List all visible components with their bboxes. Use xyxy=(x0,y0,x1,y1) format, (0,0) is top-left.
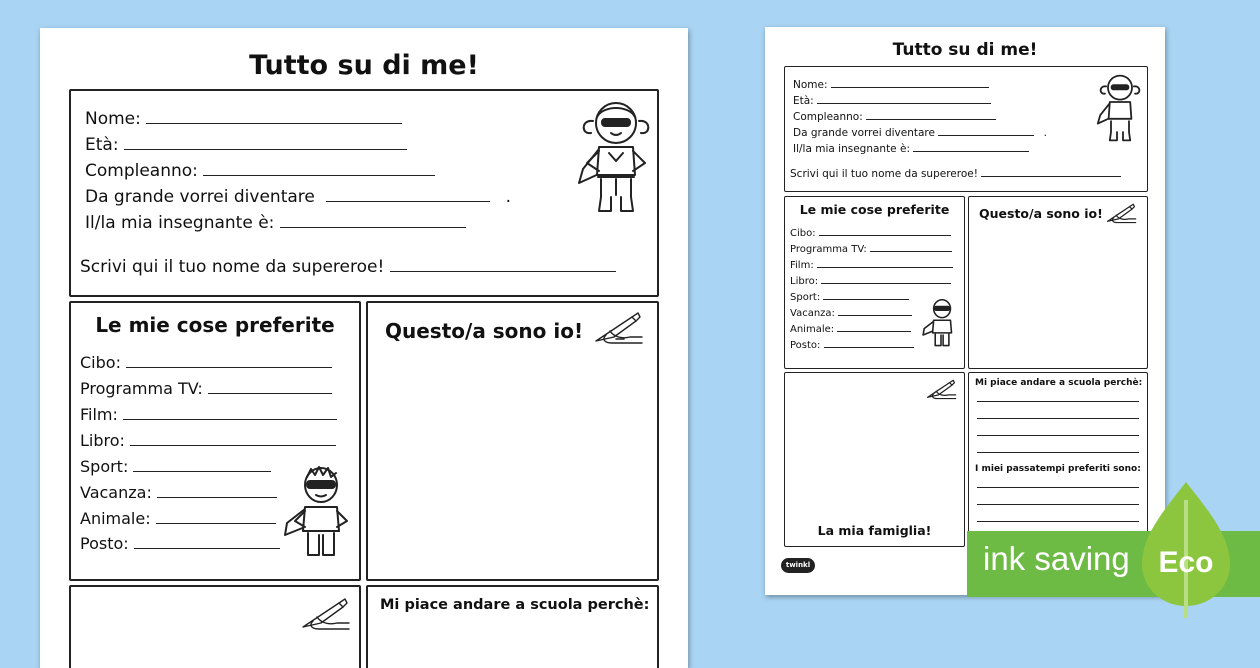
twinkl-logo: twinkl xyxy=(781,558,815,573)
school-title-small: Mi piace andare a scuola perchè: xyxy=(975,378,1143,388)
fav-animale: Animale: xyxy=(80,509,276,528)
family-box-small xyxy=(784,372,965,547)
writing-hand-icon xyxy=(925,379,957,401)
field-insegnante-small: Il/la mia insegnante è: xyxy=(793,143,1029,155)
writing-hand-icon xyxy=(299,597,351,633)
worksheet-small xyxy=(765,27,1165,595)
superhero-girl-icon xyxy=(571,97,661,217)
this-is-me-box-small xyxy=(968,196,1148,369)
field-diventare-small: Da grande vorrei diventare . xyxy=(793,127,1048,139)
fav-film-small: Film: xyxy=(790,260,953,271)
field-eta: Età: xyxy=(85,135,407,155)
family-title-small: La mia famiglia! xyxy=(817,523,932,538)
eco-label: Eco xyxy=(1158,546,1214,579)
writing-line xyxy=(977,435,1139,436)
fav-posto: Posto: xyxy=(80,534,280,553)
info-box-small xyxy=(784,66,1148,192)
field-nome-small: Nome: xyxy=(793,79,989,91)
eco-leaf-icon xyxy=(1138,480,1234,618)
favourites-title: Le mie cose preferite xyxy=(95,313,335,337)
field-nome: Nome: xyxy=(85,109,402,129)
fav-tv: Programma TV: xyxy=(80,379,332,398)
superhero-boy-icon xyxy=(281,465,357,567)
field-supereroe: Scrivi qui il tuo nome da supereroe! xyxy=(80,257,616,277)
hobbies-title-small: I miei passatempi preferiti sono: xyxy=(975,464,1141,474)
fav-sport-small: Sport: xyxy=(790,292,909,303)
writing-line xyxy=(977,418,1139,419)
fav-cibo-small: Cibo: xyxy=(790,228,951,239)
field-compleanno-small: Compleanno: xyxy=(793,111,996,123)
fav-film: Film: xyxy=(80,405,337,424)
writing-hand-icon xyxy=(592,311,644,347)
this-is-me-title: Questo/a sono io! xyxy=(385,319,584,343)
fav-posto-small: Posto: xyxy=(790,340,914,351)
writing-line xyxy=(977,452,1139,453)
writing-hand-icon xyxy=(1105,203,1137,225)
field-diventare: Da grande vorrei diventare . xyxy=(85,187,512,207)
worksheet-large xyxy=(40,28,688,668)
fav-vacanza: Vacanza: xyxy=(80,483,277,502)
fav-libro: Libro: xyxy=(80,431,336,450)
fav-libro-small: Libro: xyxy=(790,276,951,287)
field-supereroe-small: Scrivi qui il tuo nome da supereroe! xyxy=(790,168,1121,180)
fav-sport: Sport: xyxy=(80,457,271,476)
field-eta-small: Età: xyxy=(793,95,991,107)
fav-vacanza-small: Vacanza: xyxy=(790,308,912,319)
favourites-box-small xyxy=(784,196,965,369)
this-is-me-box xyxy=(366,301,659,581)
worksheet-title-small: Tutto su di me! xyxy=(892,40,1038,60)
favourites-box xyxy=(69,301,361,581)
fav-animale-small: Animale: xyxy=(790,324,911,335)
ink-saving-label: ink saving xyxy=(983,540,1130,577)
worksheet-title: Tutto su di me! xyxy=(249,50,479,81)
school-box-small xyxy=(968,372,1148,547)
superhero-boy-icon xyxy=(921,297,961,353)
field-insegnante: Il/la mia insegnante è: xyxy=(85,213,466,233)
fav-cibo: Cibo: xyxy=(80,353,332,372)
field-compleanno: Compleanno: xyxy=(85,161,435,181)
writing-line xyxy=(977,401,1139,402)
superhero-girl-icon xyxy=(1093,72,1147,144)
family-box xyxy=(69,585,361,668)
writing-line xyxy=(977,504,1139,505)
school-title: Mi piace andare a scuola perchè: xyxy=(380,597,650,613)
school-box xyxy=(366,585,659,668)
this-is-me-title-small: Questo/a sono io! xyxy=(979,206,1103,221)
fav-tv-small: Programma TV: xyxy=(790,244,952,255)
writing-line xyxy=(977,521,1139,522)
writing-line xyxy=(977,487,1139,488)
info-box xyxy=(69,89,659,297)
favourites-title-small: Le mie cose preferite xyxy=(799,202,950,217)
